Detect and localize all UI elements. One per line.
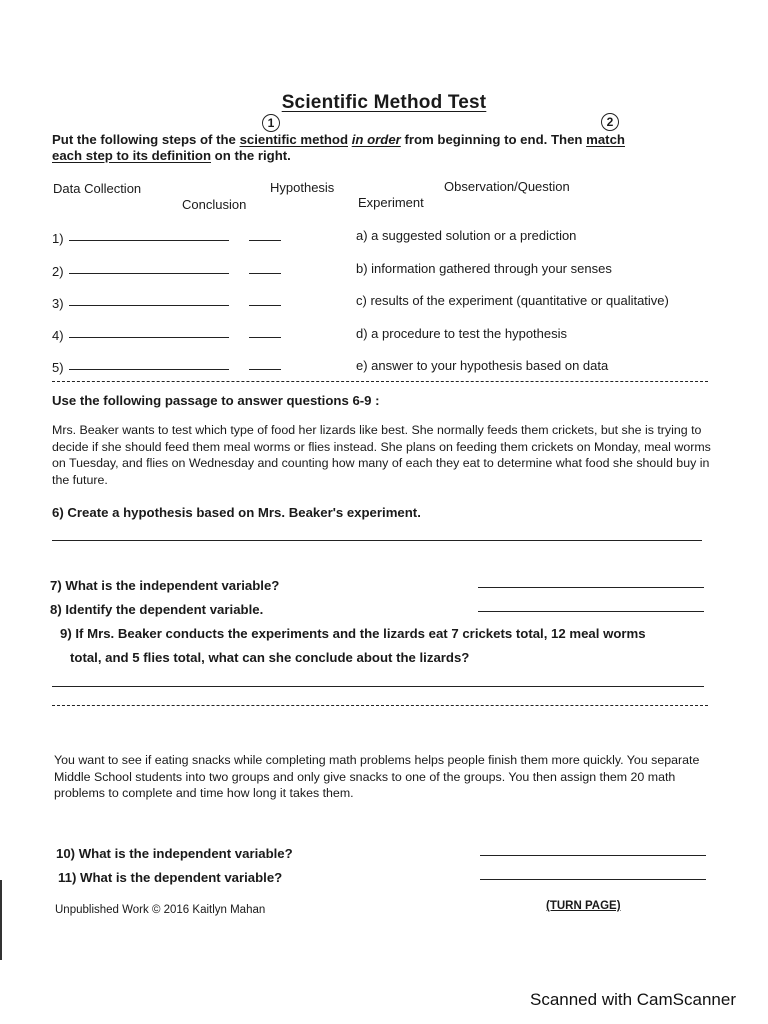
passage1-text: Mrs. Beaker wants to test which type of food her lizards like best. She normally feeds them crickets, but she is trying to decide if she should feed them meal worms or flies instead. She plans on feeding them crickets on Monday, meal worms on Tuesday, and flies on Wednesday and counting how many of each they eat to determine what food she should buy in the future.	[52, 423, 711, 487]
step-answer-blank[interactable]	[69, 304, 229, 306]
match-answer-blank[interactable]	[249, 336, 281, 338]
step-row-3	[52, 296, 281, 311]
step-number: 2)	[52, 264, 64, 279]
scanner-watermark: Scanned with CamScanner	[529, 990, 736, 1009]
definition-e: e) answer to your hypothesis based on data	[356, 358, 609, 373]
answer-line-q10[interactable]	[480, 855, 706, 856]
instructions-line-2: each step to its definition on the right.	[52, 148, 291, 163]
scan-edge-artifact	[0, 880, 2, 960]
question-7: 7) What is the independent variable?	[50, 578, 280, 593]
answer-line-q6[interactable]	[52, 540, 702, 541]
definition-b: b) information gathered through your senses	[356, 261, 612, 276]
definition-a: a) a suggested solution or a prediction	[356, 228, 577, 243]
step-number: 5)	[52, 360, 64, 375]
section-divider	[52, 381, 708, 382]
turn-page-note: (TURN PAGE)	[546, 900, 621, 912]
match-answer-blank[interactable]	[249, 239, 281, 241]
passage1-heading: Use the following passage to answer questions 6-9 :	[52, 393, 380, 408]
step-number: 4)	[52, 328, 64, 343]
answer-line-q9[interactable]	[52, 686, 704, 687]
match-answer-blank[interactable]	[249, 272, 281, 274]
step-row-4	[52, 328, 281, 343]
question-9-line-1: 9) If Mrs. Beaker conducts the experiments and the lizards eat 7 crickets total, 12 meal worms	[60, 626, 646, 641]
answer-line-q11[interactable]	[480, 879, 706, 880]
question-10: 10) What is the independent variable?	[56, 846, 293, 861]
definition-d: d) a procedure to test the hypothesis	[356, 326, 568, 341]
term-conclusion: Conclusion	[182, 197, 247, 212]
step-number: 1)	[52, 231, 64, 246]
step-answer-blank[interactable]	[69, 239, 229, 241]
match-answer-blank[interactable]	[249, 368, 281, 370]
question-11: 11) What is the dependent variable?	[58, 870, 283, 885]
term-experiment: Experiment	[358, 195, 424, 210]
page-title: Scientific Method Test	[281, 92, 487, 113]
step-row-5	[52, 360, 281, 375]
term-data-collection: Data Collection	[53, 181, 142, 196]
instructions-line-1: Put the following steps of the scientific method in order from beginning to end. Then match	[52, 132, 625, 147]
passage2-text: You want to see if eating snacks while completing math problems helps people finish them more quickly. You separate Middle School students into two groups and only give snacks to one of the groups. You then assign them 20 math problems to complete and time how long it takes them.	[54, 753, 700, 800]
step-answer-blank[interactable]	[69, 368, 229, 370]
match-answer-blank[interactable]	[249, 304, 281, 306]
question-6: 6) Create a hypothesis based on Mrs. Beaker's experiment.	[52, 505, 421, 520]
term-observation: Observation/Question	[444, 179, 570, 194]
step-answer-blank[interactable]	[69, 272, 229, 274]
step-number: 3)	[52, 296, 64, 311]
section-divider-2	[52, 705, 708, 706]
step-row-2	[52, 264, 281, 279]
term-hypothesis: Hypothesis	[270, 180, 335, 195]
answer-line-q7[interactable]	[478, 587, 704, 588]
question-mark-1: 1	[262, 114, 280, 132]
answer-line-q8[interactable]	[478, 611, 704, 612]
question-mark-2: 2	[601, 113, 619, 131]
question-8: 8) Identify the dependent variable.	[50, 602, 264, 617]
step-answer-blank[interactable]	[69, 336, 229, 338]
question-9-line-2: total, and 5 flies total, what can she conclude about the lizards?	[70, 650, 470, 665]
step-row-1	[52, 231, 281, 246]
definition-c: c) results of the experiment (quantitative or qualitative)	[356, 293, 669, 308]
copyright-notice: Unpublished Work © 2016 Kaitlyn Mahan	[55, 904, 266, 916]
